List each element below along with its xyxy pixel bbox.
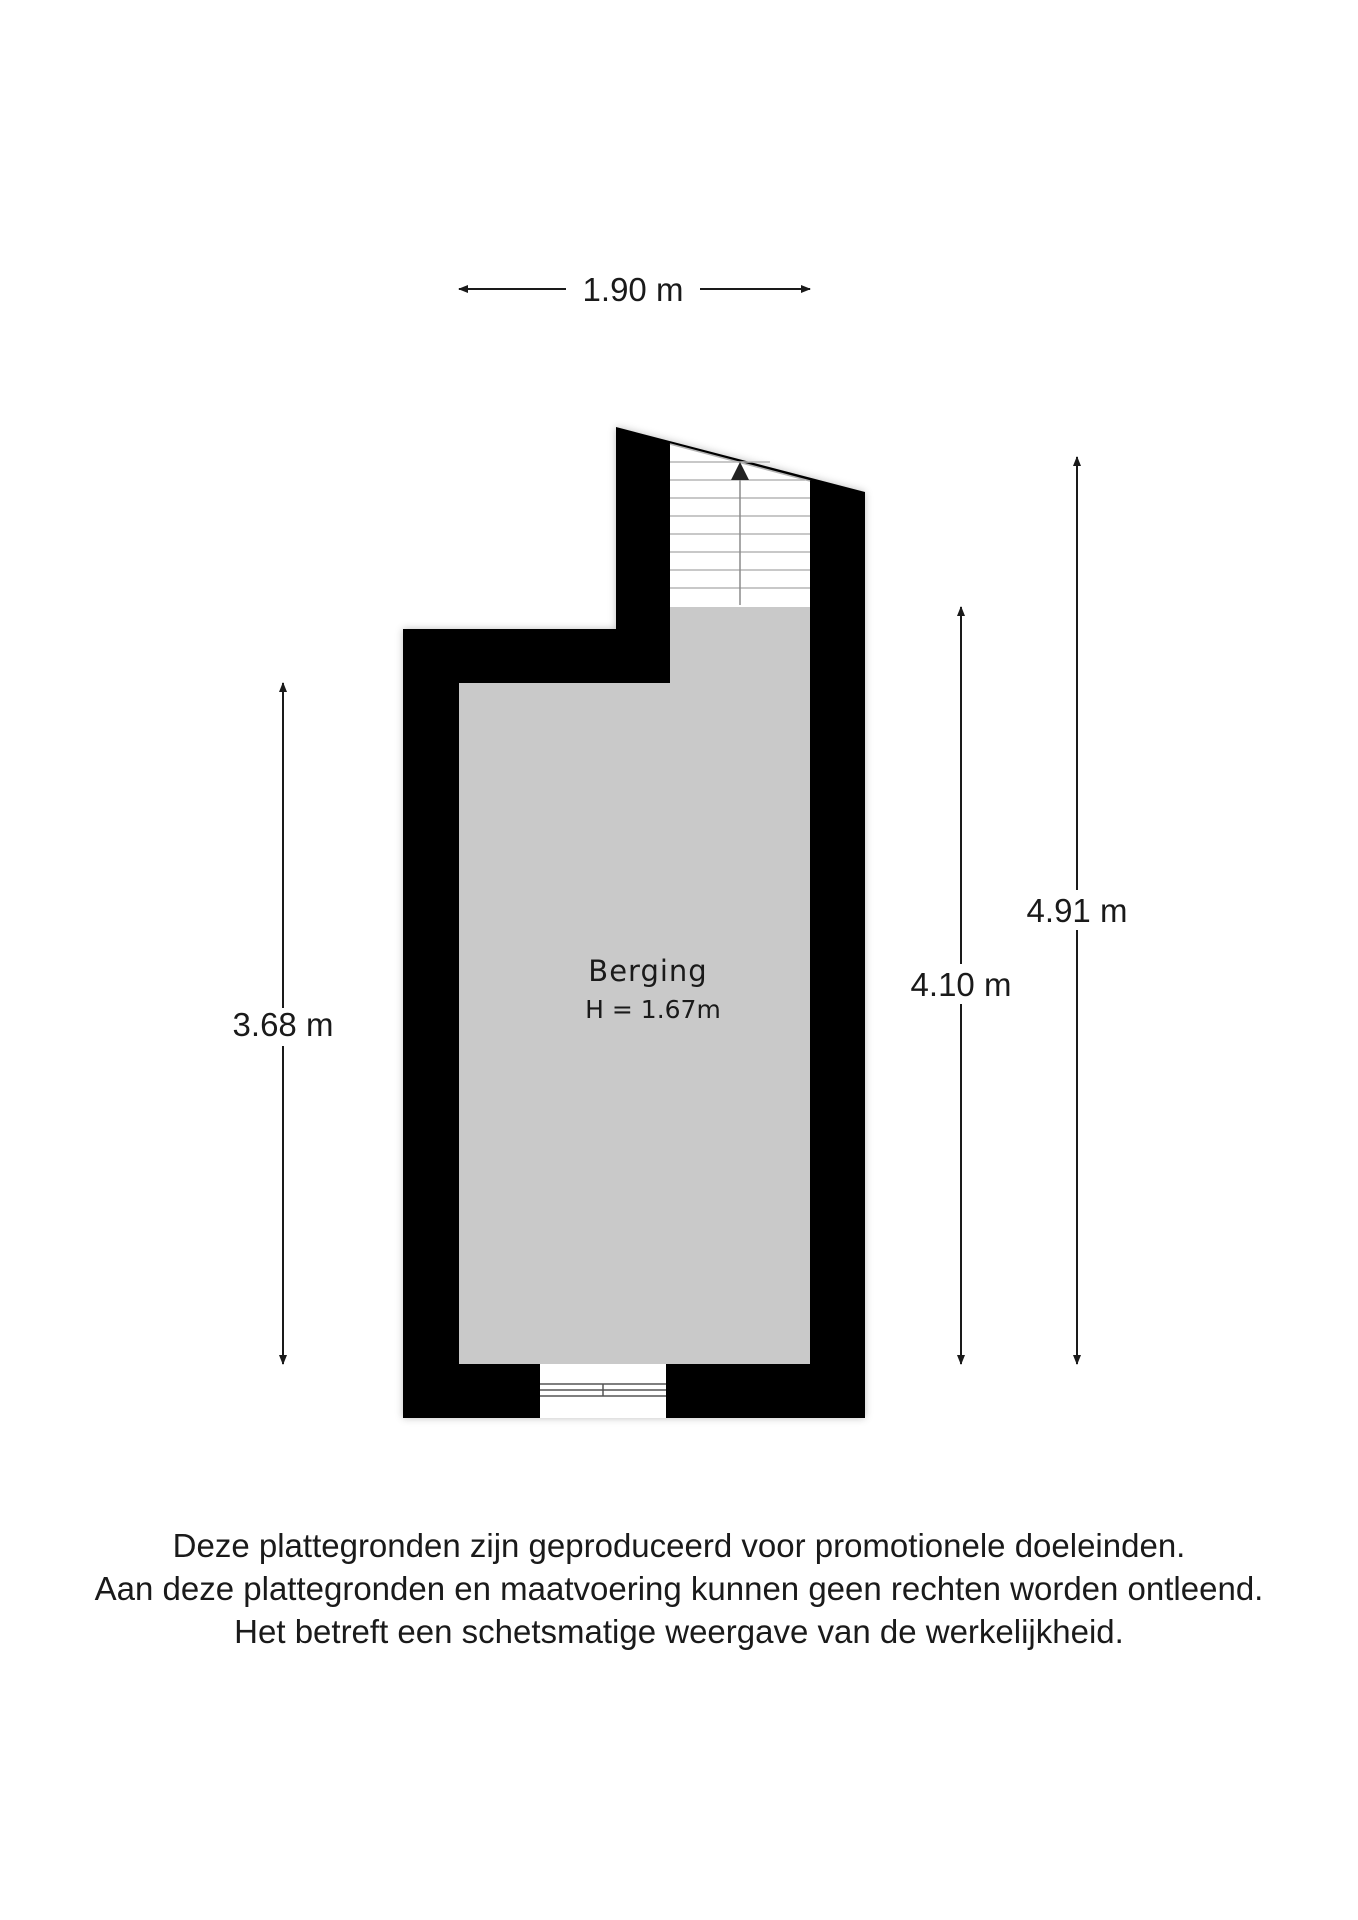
dimension-top-width [459,271,810,308]
dimension-right-inner-height [911,607,1012,1364]
dimension-label-left-height: 3.68 m [232,1006,334,1043]
room-height: H = 1.67m [585,995,721,1024]
room-name: Berging [588,954,708,988]
dimension-label-right-inner-height: 4.10 m [910,966,1012,1003]
disclaimer [0,1524,1358,1653]
dimension-label-right-outer-height: 4.91 m [1026,892,1128,929]
dimension-right-outer-height [1027,457,1128,1364]
disclaimer-line-3: Het betreft een schetsmatige weergave van de werkelijkheid. [234,1613,1124,1650]
disclaimer-line-1: Deze plattegronden zijn geproduceerd voor promotionele doeleinden. [172,1527,1186,1564]
disclaimer-line-2: Aan deze plattegronden en maatvoering kunnen geen rechten worden ontleend. [94,1570,1264,1607]
dimension-left-height [233,683,334,1364]
dimension-label-top-width: 1.90 m [582,271,684,308]
